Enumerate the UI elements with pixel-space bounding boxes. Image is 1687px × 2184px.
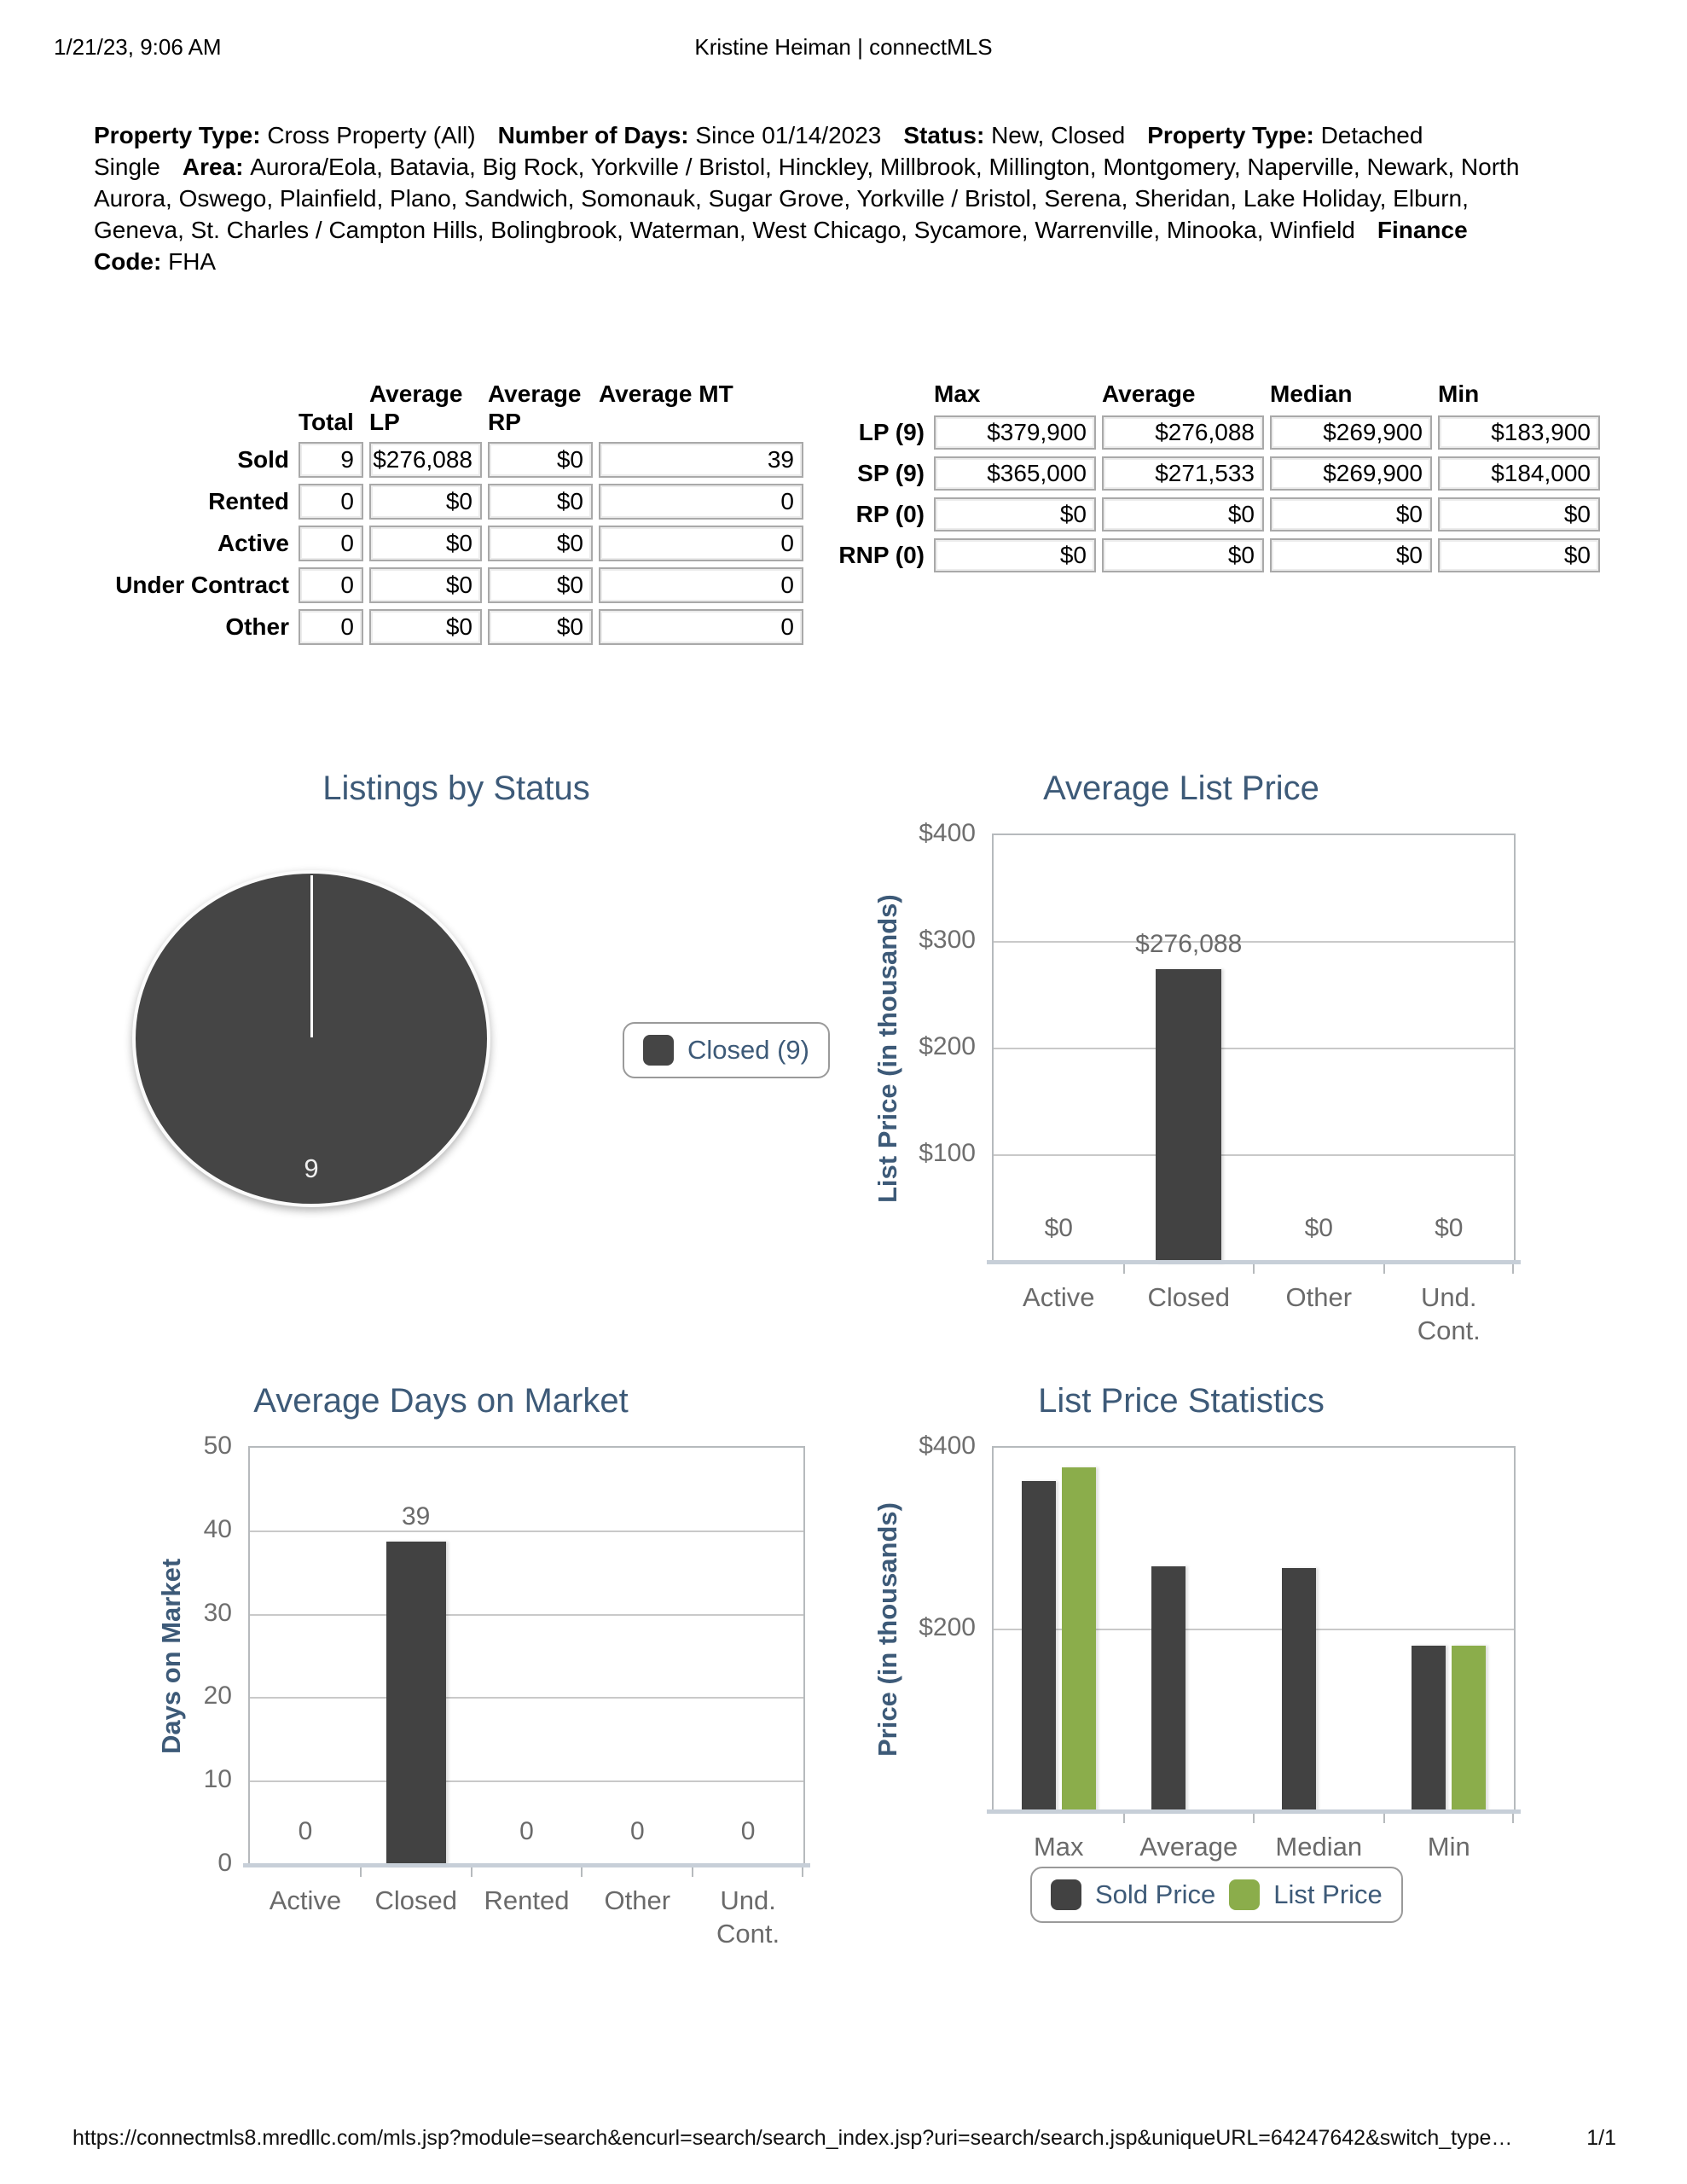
value-cell: $0	[1438, 497, 1600, 531]
column-header: Total	[299, 409, 354, 435]
page-footer	[72, 2126, 1616, 2151]
x-category-label: Other	[1285, 1282, 1353, 1312]
x-category-label: Und. Cont.	[716, 1885, 780, 1949]
x-category-label: Active	[1023, 1282, 1095, 1312]
bar-value-label: 39	[402, 1502, 431, 1531]
x-axis-baseline	[987, 1260, 1521, 1264]
series-legend	[1030, 1867, 1403, 1923]
value-cell: $271,533	[1102, 456, 1264, 491]
y-axis-title: Days on Market	[156, 1558, 186, 1755]
bar-value-label: 0	[740, 1817, 756, 1845]
value-cell: 0	[299, 484, 363, 520]
value-cell: $0	[934, 497, 1096, 531]
value-cell: $269,900	[1270, 415, 1432, 450]
value-cell: $0	[488, 442, 593, 478]
bar-value-label: $276,088	[1135, 930, 1243, 958]
y-axis-tick-label: 10	[203, 1765, 232, 1794]
x-category-label: Closed	[374, 1885, 457, 1915]
bar-value-label: 0	[629, 1817, 645, 1845]
value-cell: 0	[599, 484, 803, 520]
y-axis-tick-label: 40	[203, 1514, 232, 1543]
value-cell: $269,900	[1270, 456, 1432, 491]
value-cell: $0	[1270, 497, 1432, 531]
row-label: Under Contract	[115, 572, 289, 598]
value-cell: 0	[299, 609, 363, 645]
search-criteria-summary	[94, 119, 1531, 277]
listings-by-status-chart	[77, 768, 836, 1314]
value-cell: $0	[488, 526, 593, 561]
value-cell: $0	[488, 567, 593, 603]
x-category-label: Max	[1033, 1832, 1084, 1862]
sold-price-legend-swatch	[1051, 1879, 1081, 1910]
y-axis-title: List Price (in thousands)	[872, 894, 902, 1203]
y-axis-tick-label: $400	[919, 819, 976, 847]
bar-value-label: 0	[298, 1817, 313, 1845]
average-days-on-market-chart	[77, 1348, 836, 2022]
row-label: Other	[225, 613, 289, 640]
list-price-legend-label: List Price	[1273, 1879, 1383, 1909]
row-label: Rented	[208, 488, 289, 514]
y-axis-tick-label: 20	[203, 1682, 232, 1711]
plot-area	[203, 1432, 805, 1949]
column-header: Average	[1102, 380, 1196, 407]
criteria-label: Finance Code:	[94, 217, 1468, 275]
row-label: RP (0)	[855, 501, 925, 527]
chart-title: Average List Price	[1043, 770, 1319, 807]
criteria-value: Detached Single	[94, 122, 1423, 180]
value-cell: $0	[1102, 538, 1264, 572]
x-category-label: Rented	[484, 1885, 570, 1915]
value-cell: $365,000	[934, 456, 1096, 491]
bar-average	[1151, 1566, 1186, 1813]
row-label: Sold	[237, 446, 289, 473]
value-cell: $0	[1270, 538, 1432, 572]
value-cell: $0	[1102, 497, 1264, 531]
row-label: Active	[217, 530, 289, 556]
gridline	[250, 1531, 803, 1532]
criteria-label: Property Type:	[1147, 122, 1321, 148]
x-category-label: Median	[1275, 1832, 1363, 1862]
value-cell: 39	[599, 442, 803, 478]
x-category-label: Min	[1427, 1832, 1470, 1862]
value-cell: $0	[934, 538, 1096, 572]
criteria-value: FHA	[168, 248, 217, 275]
value-cell: 0	[599, 609, 803, 645]
document-title: Kristine Heiman | connectMLS	[694, 34, 993, 60]
criteria-label: Number of Days:	[497, 122, 696, 148]
value-cell: 0	[299, 567, 363, 603]
pie-closed-slice	[132, 870, 490, 1207]
value-cell: $183,900	[1438, 415, 1600, 450]
gridline	[994, 1048, 1514, 1049]
x-category-label: Closed	[1147, 1282, 1230, 1312]
column-header: Median	[1270, 380, 1353, 407]
row-label: RNP (0)	[838, 542, 925, 568]
x-category-label: Und. Cont.	[1417, 1282, 1481, 1345]
criteria-value: Since 01/14/2023	[695, 122, 882, 148]
page-number: 1/1	[1586, 2126, 1616, 2150]
x-category-label: Average	[1139, 1832, 1238, 1862]
value-cell: $0	[369, 609, 482, 645]
value-cell: $0	[488, 484, 593, 520]
value-cell: $0	[369, 484, 482, 520]
y-axis-tick-label: $400	[919, 1432, 976, 1460]
column-header: Max	[934, 380, 981, 407]
x-category-label: Active	[269, 1885, 342, 1915]
x-axis-baseline	[987, 1809, 1521, 1814]
value-cell: $0	[488, 609, 593, 645]
y-axis-title: Price (in thousands)	[872, 1502, 902, 1757]
sold-price-legend-label: Sold Price	[1095, 1879, 1216, 1909]
value-cell: $184,000	[1438, 456, 1600, 491]
bar-min	[1412, 1646, 1446, 1813]
y-axis-tick-label: 50	[203, 1432, 232, 1460]
criteria-label: Property Type:	[94, 122, 268, 148]
criteria-value: New, Closed	[991, 122, 1126, 148]
row-label: LP (9)	[858, 419, 925, 445]
column-header: Average MT	[599, 380, 733, 407]
plot-area	[919, 819, 1516, 1345]
bar-max	[1062, 1467, 1096, 1813]
value-cell: $0	[1438, 538, 1600, 572]
source-url: https://connectmls8.mredllc.com/mls.jsp?module=search&encurl=search/search_index.jsp?uri=search/search.jsp&uniqueURL=64247642&switch_type…	[72, 2126, 1513, 2150]
list-price-statistics-chart	[844, 1348, 1603, 2022]
y-axis-tick-label: $200	[919, 1613, 976, 1641]
y-axis-tick-label: 0	[217, 1849, 232, 1877]
bar-min	[1452, 1646, 1486, 1813]
criteria-label: Area:	[182, 154, 251, 180]
y-axis-tick-label: $300	[919, 926, 976, 954]
column-header: Average LP	[369, 380, 463, 435]
x-axis-baseline	[243, 1863, 810, 1867]
pie-slice-label: 9	[304, 1153, 319, 1183]
bar-median	[1282, 1568, 1316, 1813]
listings-status-summary-table	[85, 380, 803, 645]
value-cell: 0	[599, 567, 803, 603]
value-cell: 0	[599, 526, 803, 561]
value-cell: 0	[299, 526, 363, 561]
gridline	[250, 1697, 803, 1699]
list-price-legend-swatch	[1229, 1879, 1260, 1910]
y-axis-tick-label: $200	[919, 1032, 976, 1060]
column-header: Average RP	[488, 380, 582, 435]
average-list-price-chart	[844, 768, 1603, 1365]
value-cell: $0	[369, 526, 482, 561]
value-cell: $276,088	[369, 442, 482, 478]
pie-legend	[623, 1022, 830, 1078]
chart-title: Average Days on Market	[253, 1382, 629, 1420]
closed-legend-swatch	[643, 1035, 674, 1066]
plot-area	[919, 1432, 1516, 1862]
bar-value-label: $0	[1304, 1214, 1333, 1242]
bar-value-label: 0	[519, 1817, 534, 1845]
column-header: Min	[1438, 380, 1480, 407]
value-cell: 9	[299, 442, 363, 478]
closed-legend-label: Closed (9)	[687, 1035, 809, 1065]
value-cell: $379,900	[934, 415, 1096, 450]
print-timestamp: 1/21/23, 9:06 AM	[54, 34, 222, 60]
value-cell: $276,088	[1102, 415, 1264, 450]
x-category-label: Other	[604, 1885, 671, 1915]
criteria-label: Status:	[903, 122, 992, 148]
chart-title: Listings by Status	[322, 770, 590, 807]
row-label: SP (9)	[857, 460, 925, 486]
criteria-value: Aurora/Eola, Batavia, Big Rock, Yorkville / Bristol, Hinckley, Millbrook, Millington, Montgomery, Naperville, Newark, North Aurora, Oswego, Plainfield, Plano, Sandwich, Somonauk, Sugar Grove, Yorkville / Bristol, Serena, Sheridan, Lake Holiday, Elburn, Geneva, St. Charles / Campton Hills, Bolingbrook, Waterman, West Chicago, Sycamore, Warrenville, Minooka, Winfield	[94, 154, 1520, 243]
chart-title: List Price Statistics	[1038, 1382, 1325, 1420]
y-axis-tick-label: 30	[203, 1598, 232, 1627]
price-statistics-table	[838, 380, 1600, 572]
pie-slice-divider	[310, 875, 313, 1037]
y-axis-tick-label: $100	[919, 1139, 976, 1167]
bar-closed	[1156, 969, 1221, 1263]
bar-closed	[386, 1542, 446, 1867]
bar-value-label: $0	[1044, 1214, 1073, 1242]
bar-value-label: $0	[1435, 1214, 1464, 1242]
gridline	[250, 1780, 803, 1782]
bar-max	[1022, 1481, 1056, 1813]
value-cell: $0	[369, 567, 482, 603]
gridline	[994, 1154, 1514, 1156]
criteria-value: Cross Property (All)	[267, 122, 476, 148]
gridline	[250, 1614, 803, 1616]
